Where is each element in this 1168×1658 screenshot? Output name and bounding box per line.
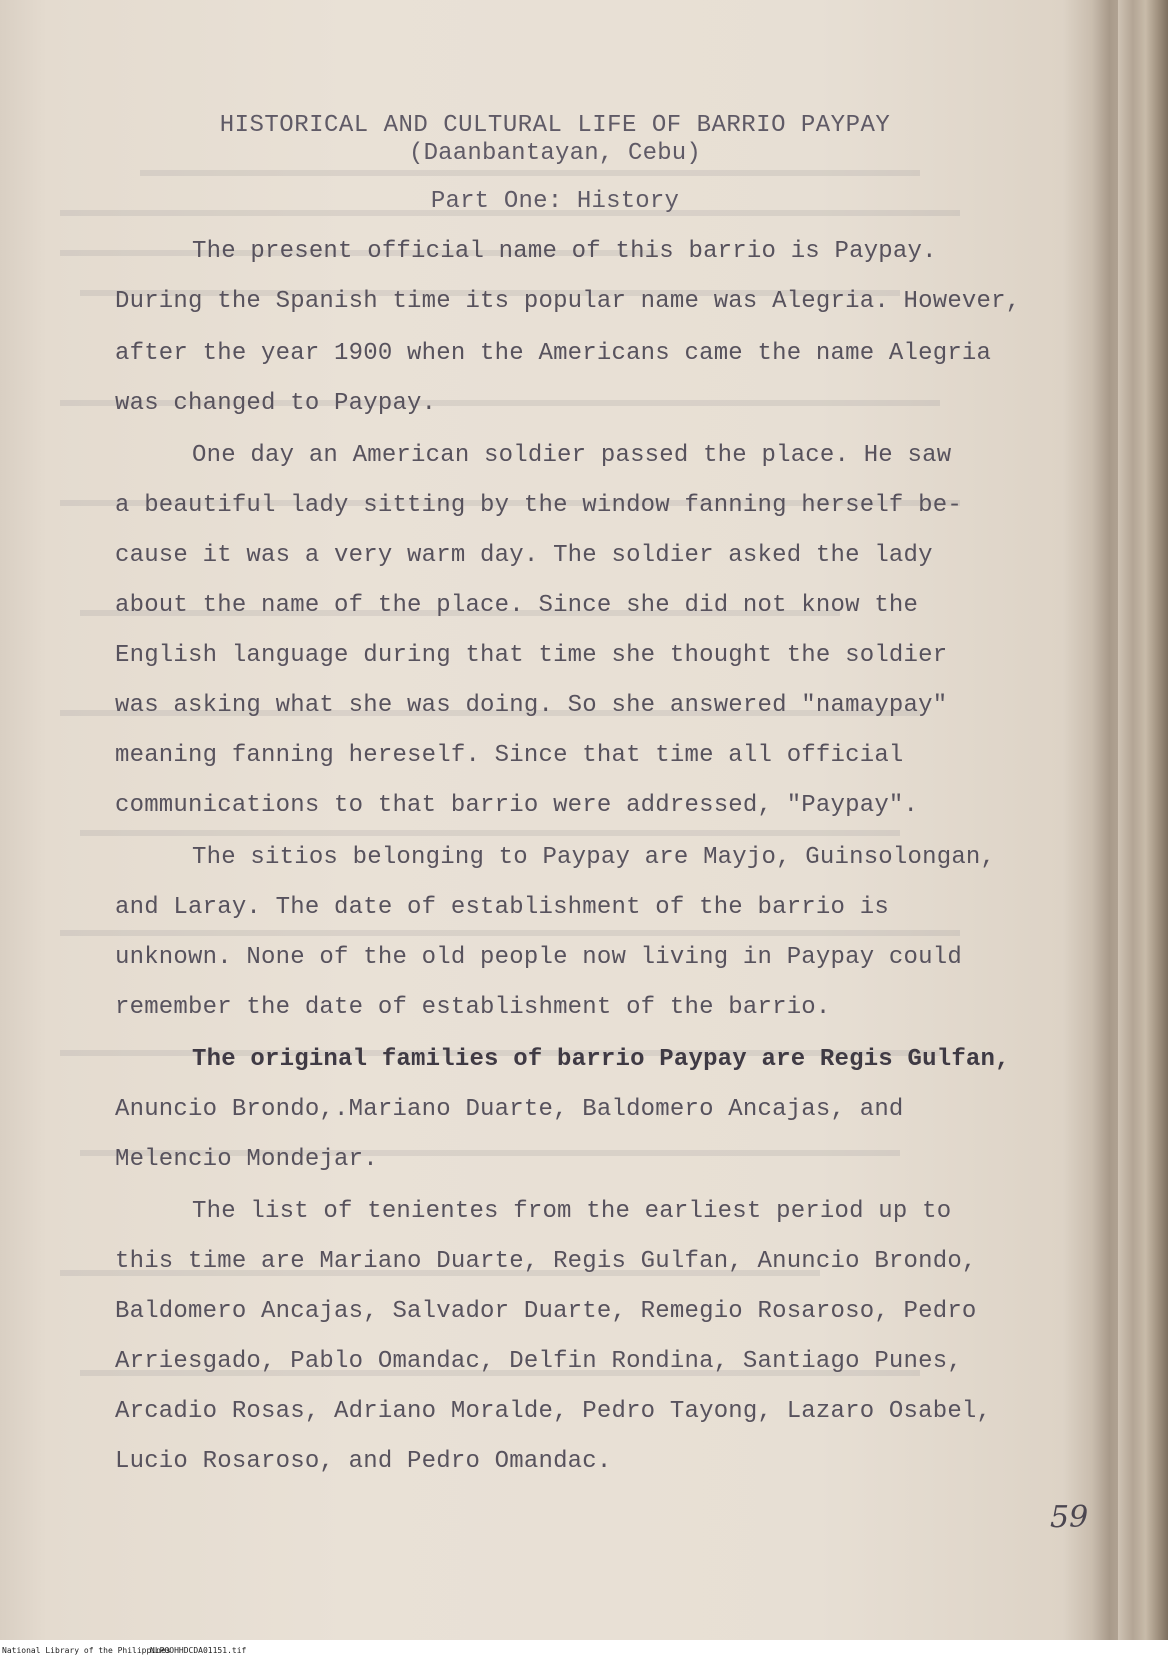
text-line: about the name of the place. Since she did not know the [115,592,919,619]
text-line: after the year 1900 when the Americans came the name Alegria [115,340,992,367]
text-line: cause it was a very warm day. The soldier asked the lady [115,542,933,569]
text-line: communications to that barrio were addressed, "Paypay". [115,792,919,819]
page-edge-shadow [1118,0,1168,1640]
text-line: One day an American soldier passed the place. He saw [192,442,952,469]
document-title: HISTORICAL AND CULTURAL LIFE OF BARRIO PAYPAY [219,112,891,139]
text-line: Baldomero Ancajas, Salvador Duarte, Remegio Rosaroso, Pedro [115,1298,977,1325]
text-line: Arcadio Rosas, Adriano Moralde, Pedro Tayong, Lazaro Osabel, [115,1398,992,1425]
text-line: Anuncio Brondo,.Mariano Duarte, Baldomero Ancajas, and [115,1096,904,1123]
text-line: Arriesgado, Pablo Omandac, Delfin Rondina, Santiago Punes, [115,1348,962,1375]
footer-file: NLPOOHHDCDA01151.tif [150,1646,247,1655]
footer-library: National Library of the Philippines [2,1646,171,1655]
section-heading: Part One: History [430,188,680,215]
text-line: The list of tenientes from the earliest period up to [192,1198,952,1225]
text-line: meaning fanning hereself. Since that time all official [115,742,904,769]
scan-footer [0,1642,1168,1658]
text-line: The present official name of this barrio is Paypay. [192,238,937,265]
text-line: was asking what she was doing. So she answered "namaypay" [115,692,948,719]
text-line: a beautiful lady sitting by the window fanning herself be- [115,492,962,519]
text-line: and Laray. The date of establishment of the barrio is [115,894,889,921]
text-line: Lucio Rosaroso, and Pedro Omandac. [115,1448,612,1475]
text-line: this time are Mariano Duarte, Regis Gulfan, Anuncio Brondo, [115,1248,977,1275]
text-line: English language during that time she thought the soldier [115,642,948,669]
text-line: was changed to Paypay. [115,390,437,417]
text-line: During the Spanish time its popular name was Alegria. However, [115,288,1021,315]
document-subtitle: (Daanbantayan, Cebu) [408,140,702,167]
handwritten-page-number: 59 [1050,1500,1089,1535]
text-line: remember the date of establishment of the barrio. [115,994,831,1021]
text-line: The sitios belonging to Paypay are Mayjo, Guinsolongan, [192,844,996,871]
text-line: unknown. None of the old people now living in Paypay could [115,944,962,971]
text-line: Melencio Mondejar. [115,1146,378,1173]
text-line: The original families of barrio Paypay are Regis Gulfan, [192,1046,1010,1073]
